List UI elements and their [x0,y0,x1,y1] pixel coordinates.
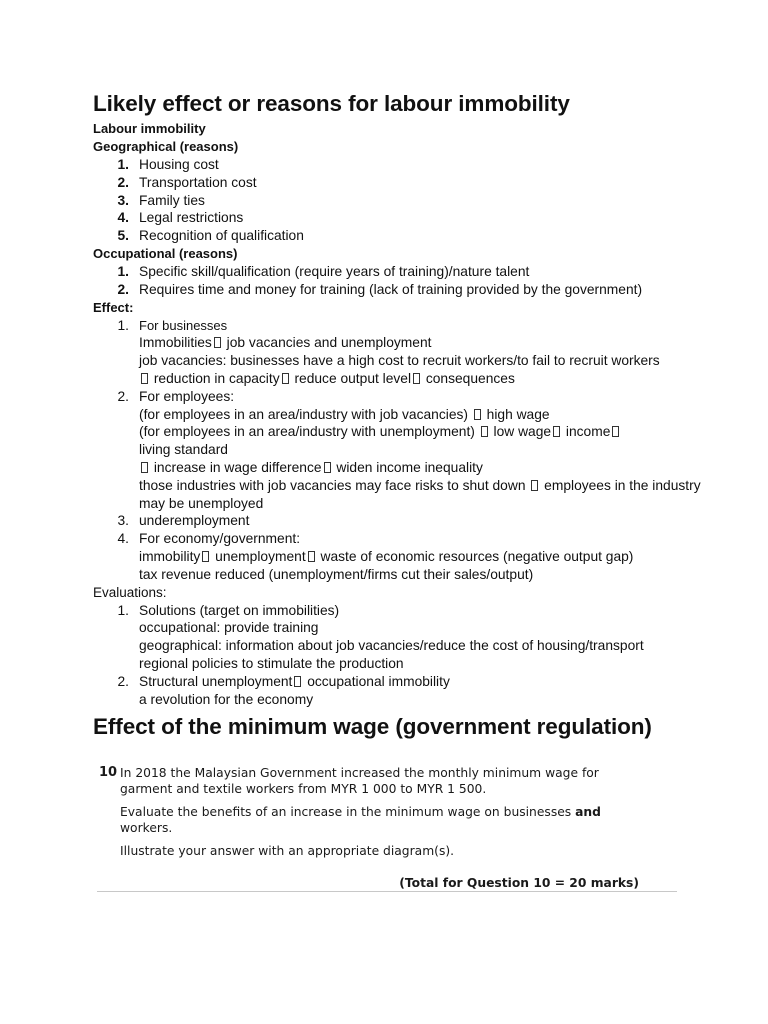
list-item-title: For businesses [139,317,228,333]
list-item-underemployment [93,512,713,530]
list-item [93,227,713,245]
list-number: 5. [117,228,129,244]
list-item [93,263,713,281]
missing-glyph-icon [308,551,315,562]
occupational-heading: Occupational (reasons) [93,245,238,261]
question-number: 10 [99,765,118,780]
geographical-list [93,156,713,245]
question-paragraph [120,804,620,836]
text-fragment: increase in wage difference [150,459,322,475]
text-fragment: those industries with job vacancies may face risks to shut down [139,477,530,493]
list-number: 4. [117,210,129,226]
missing-glyph-icon [481,426,488,437]
list-item-title [139,673,713,691]
effect-heading: Effect: [93,299,134,315]
list-item-line: living standard [139,442,228,458]
text-fragment: (for employees in an area/industry with job vacancies) [139,406,472,422]
missing-glyph-icon [282,373,289,384]
text-fragment: occupational immobility [303,673,450,689]
list-number: 2. [117,673,129,689]
text-fragment: widen income inequality [332,459,483,475]
label-labour-immobility: Labour immobility [93,121,206,136]
list-item [93,209,713,227]
text-fragment: consequences [422,370,515,386]
question-text [120,765,620,866]
list-item-line [139,406,713,424]
list-item-solutions [93,602,713,673]
section-heading-labour-immobility: Likely effect or reasons for labour immobility [93,91,570,116]
geographical-heading: Geographical (reasons) [93,139,239,154]
list-item-text: Requires time and money for training (lack of training provided by the government) [139,281,643,297]
list-item-line: tax revenue reduced (unemployment/firms cut their sales/output) [139,566,534,582]
list-item-text: Recognition of qualification [139,228,304,244]
list-item-line [139,459,713,477]
text-fragment: employees in the industry may be unemployed [139,477,701,511]
text-fragment: (for employees in an area/industry with unemployment) [139,424,479,440]
list-number: 3. [117,192,129,208]
list-item-line: a revolution for the economy [139,691,314,707]
list-item [93,192,713,210]
list-item-structural [93,673,713,709]
evaluations-list [93,602,713,709]
text-fragment: Evaluate the benefits of an increase in the minimum wage on businesses [120,805,576,819]
missing-glyph-icon [324,462,331,473]
list-item-economy [93,530,713,583]
list-number: 2. [117,388,129,404]
list-item-businesses [93,317,713,388]
list-number: 1. [117,263,129,279]
text-fragment: workers. [120,821,173,835]
list-number: 1. [117,602,129,618]
text-fragment-bold: and [575,805,601,819]
text-fragment: Immobilities [139,335,212,351]
text-fragment: high wage [482,406,550,422]
list-item-line: occupational: provide training [139,620,319,636]
list-item-title: For economy/government: [139,531,301,547]
missing-glyph-icon [474,409,481,420]
missing-glyph-icon [553,426,560,437]
text-fragment: job vacancies and unemployment [222,335,432,351]
effect-list [93,317,713,584]
text-fragment: low wage [489,424,552,440]
text-fragment: Structural unemployment [139,673,293,689]
list-item-employees [93,388,713,513]
list-item-title: For employees: [139,388,235,404]
question-paragraph: Illustrate your answer with an appropriate diagram(s). [120,844,455,858]
list-item-line [139,370,713,388]
list-item-line: regional policies to stimulate the production [139,655,404,671]
list-number: 1. [117,157,129,172]
list-item-line [139,334,713,352]
evaluations-heading: Evaluations: [93,584,167,600]
list-item-title: Solutions (target on immobilities) [139,602,340,618]
list-item-text: Housing cost [139,157,219,172]
list-item-line: job vacancies: businesses have a high cost to recruit workers/to fail to recruit workers [139,353,660,369]
missing-glyph-icon [202,551,209,562]
missing-glyph-icon [141,462,148,473]
list-item-line: geographical: information about job vacancies/reduce the cost of housing/transport [139,638,644,654]
list-item-text: Transportation cost [139,174,257,190]
list-item-line [139,423,713,441]
list-item-line [139,477,713,513]
list-item-line [139,548,713,566]
missing-glyph-icon [413,373,420,384]
list-item [93,281,713,299]
document-body [93,89,713,742]
list-item-title: underemployment [139,513,250,529]
missing-glyph-icon [531,480,538,491]
divider [97,891,677,892]
exam-question-image [97,758,677,894]
occupational-list [93,263,713,299]
missing-glyph-icon [141,373,148,384]
list-item [93,174,713,192]
text-fragment: unemployment [211,548,306,564]
list-number: 4. [117,531,129,547]
text-fragment: reduction in capacity [150,370,280,386]
list-number: 2. [117,174,129,190]
list-number: 1. [117,317,129,333]
text-fragment: income [562,424,611,440]
list-item-text: Specific skill/qualification (require years of training)/nature talent [139,263,530,279]
missing-glyph-icon [612,426,619,437]
missing-glyph-icon [294,676,301,687]
list-item [93,156,713,174]
text-fragment: reduce output level [290,370,412,386]
question-total-marks: (Total for Question 10 = 20 marks) [399,876,639,890]
text-fragment: waste of economic resources (negative output gap) [316,548,634,564]
list-item-text: Legal restrictions [139,210,244,226]
list-item-text: Family ties [139,192,205,208]
list-number: 2. [117,281,129,297]
missing-glyph-icon [214,337,221,348]
question-paragraph: In 2018 the Malaysian Government increased the monthly minimum wage for garment and textile workers from MYR 1 000 to MYR 1 500. [120,766,599,796]
list-number: 3. [117,513,129,529]
text-fragment: immobility [139,548,201,564]
section-heading-minimum-wage: Effect of the minimum wage (government regulation) [93,714,652,740]
